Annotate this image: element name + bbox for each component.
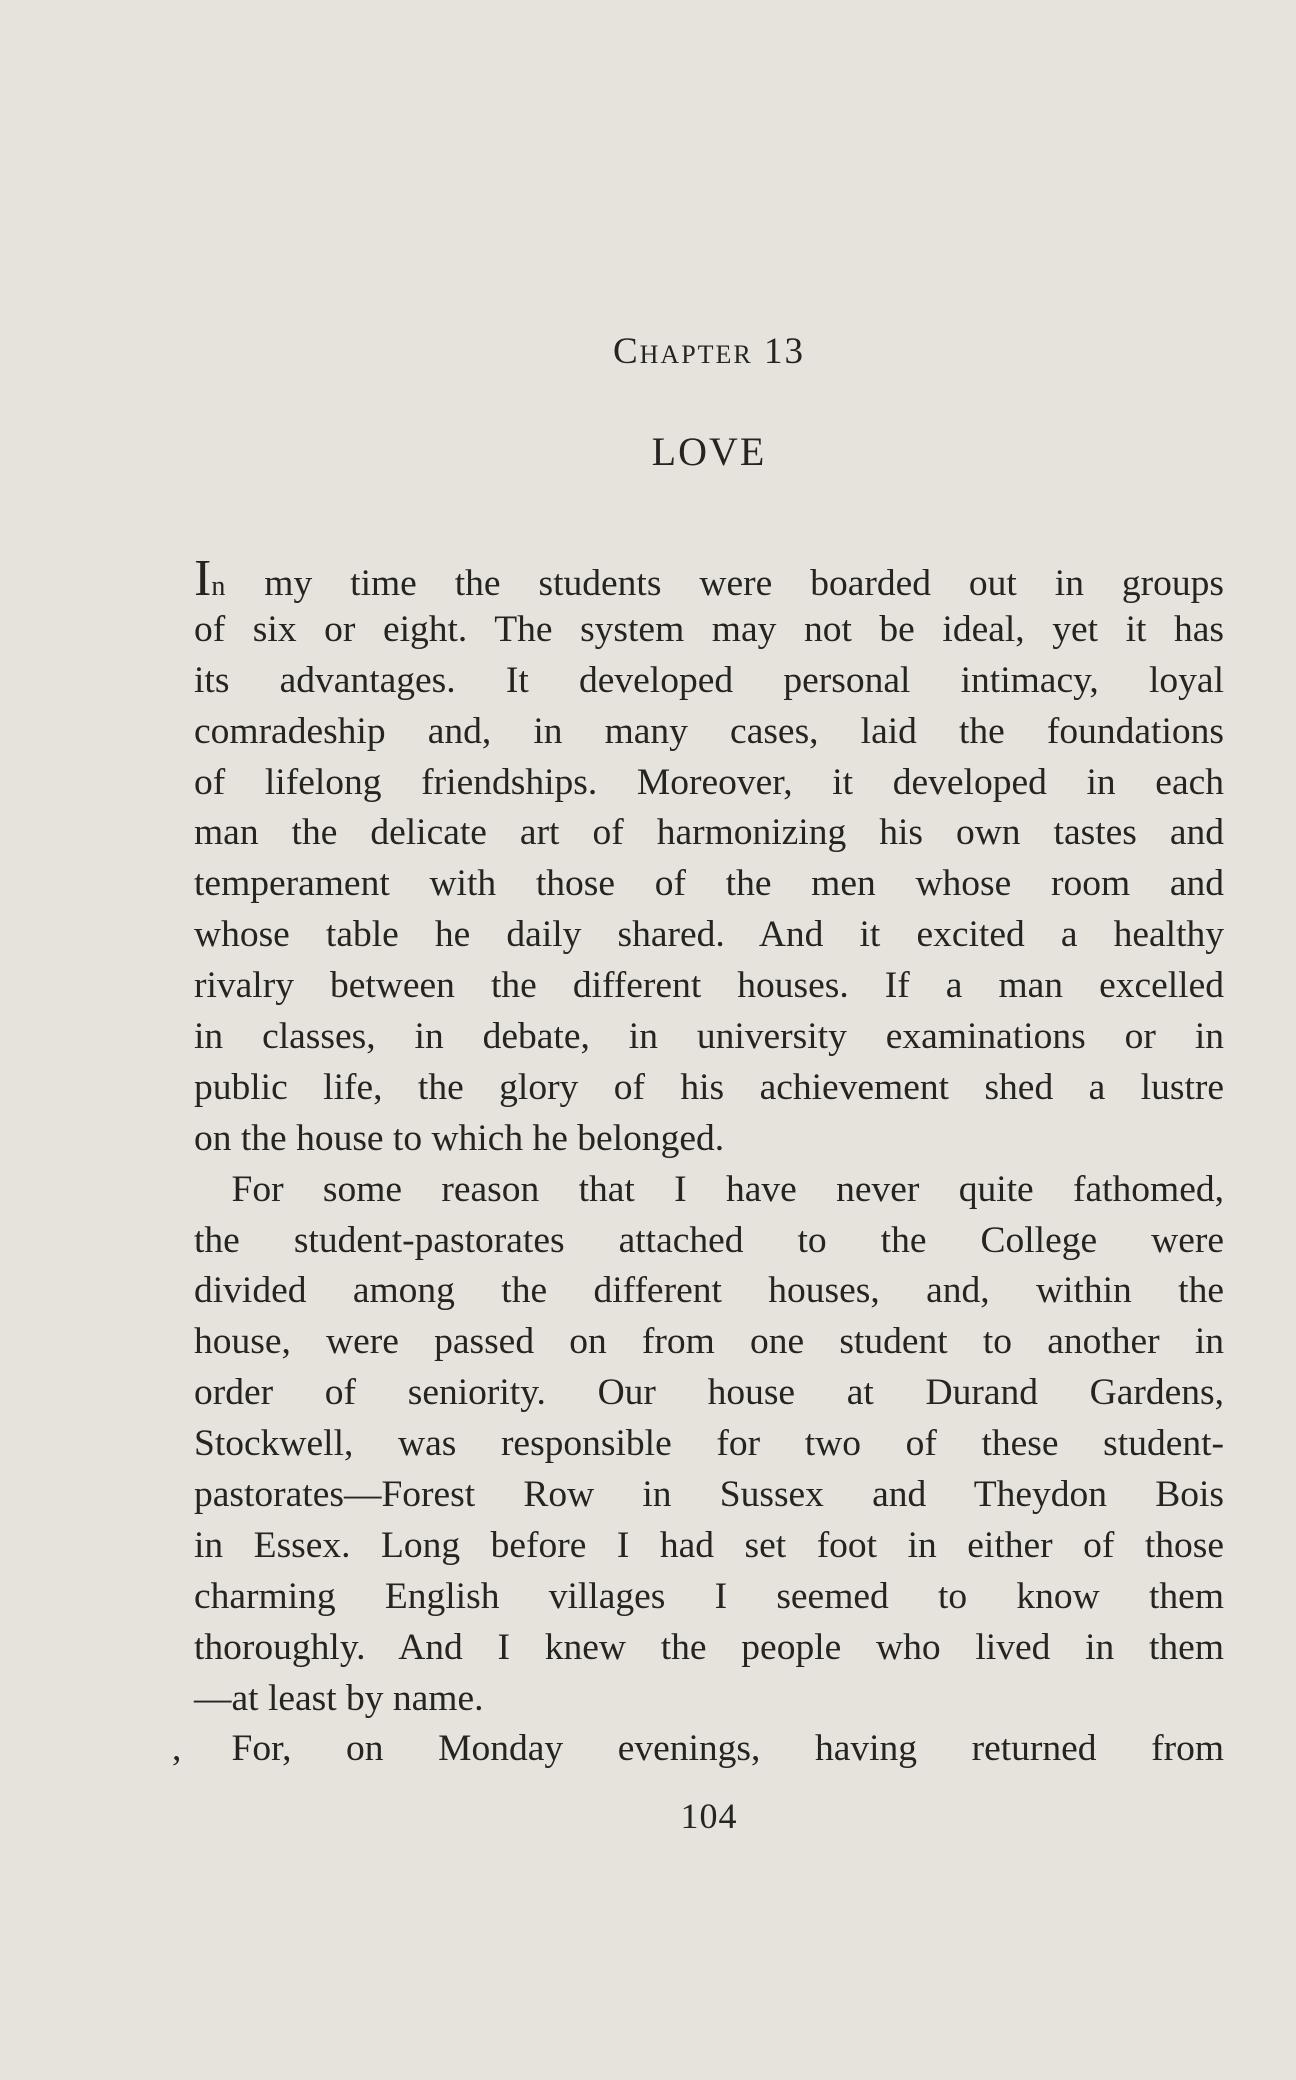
small-caps-opening: n (211, 571, 227, 602)
text-line: comradeship and, in many cases, laid the foundations (194, 710, 1224, 752)
text-line: its advantages. It developed personal intimacy, loyal (194, 659, 1224, 701)
page-number: 104 (680, 1796, 738, 1836)
text-line: Stockwell, was responsible for two of these student- (194, 1423, 1224, 1465)
body-text (172, 550, 1224, 1775)
text-line: the student-pastorates attached to the College were (194, 1219, 1224, 1261)
chapter-title: LOVE (651, 429, 767, 474)
text-line: in classes, in debate, in university examinations or in (194, 1016, 1224, 1058)
text-line: on the house to which he belonged. (194, 1117, 725, 1159)
text-line (194, 550, 1224, 607)
text-line-content: my time the students were boarded out in groups (226, 563, 1224, 604)
text-line: house, were passed on from one student to another in (194, 1321, 1224, 1363)
text-line: divided among the different houses, and, within the (194, 1270, 1224, 1312)
drop-cap: I (194, 550, 212, 607)
text-line: in Essex. Long before I had set foot in either of those (194, 1524, 1224, 1566)
text-line: temperament with those of the men whose room and (194, 863, 1224, 905)
text-line: —at least by name. (194, 1677, 484, 1719)
text-line: whose table he daily shared. And it excited a healthy (194, 914, 1224, 956)
text-line: , For, on Monday evenings, having returned from (172, 1728, 1224, 1770)
text-line: order of seniority. Our house at Durand Gardens, (194, 1372, 1224, 1414)
text-line: rivalry between the different houses. If a man excelled (194, 965, 1224, 1007)
text-line: charming English villages I seemed to know them (194, 1575, 1224, 1617)
text-line: of lifelong friendships. Moreover, it developed in each (194, 761, 1224, 803)
text-line: of six or eight. The system may not be ideal, yet it has (194, 608, 1224, 650)
text-line: For some reason that I have never quite fathomed, (194, 1168, 1224, 1210)
text-line-content: For, on Monday evenings, having returned from (194, 1728, 1224, 1770)
text-line: public life, the glory of his achievement shed a lustre (194, 1066, 1224, 1108)
chapter-heading: Chapter 13 (612, 331, 806, 372)
text-line: thoroughly. And I knew the people who lived in them (194, 1626, 1224, 1668)
text-line: man the delicate art of harmonizing his own tastes and (194, 812, 1224, 854)
text-line: pastorates—Forest Row in Sussex and Theydon Bois (194, 1474, 1224, 1516)
